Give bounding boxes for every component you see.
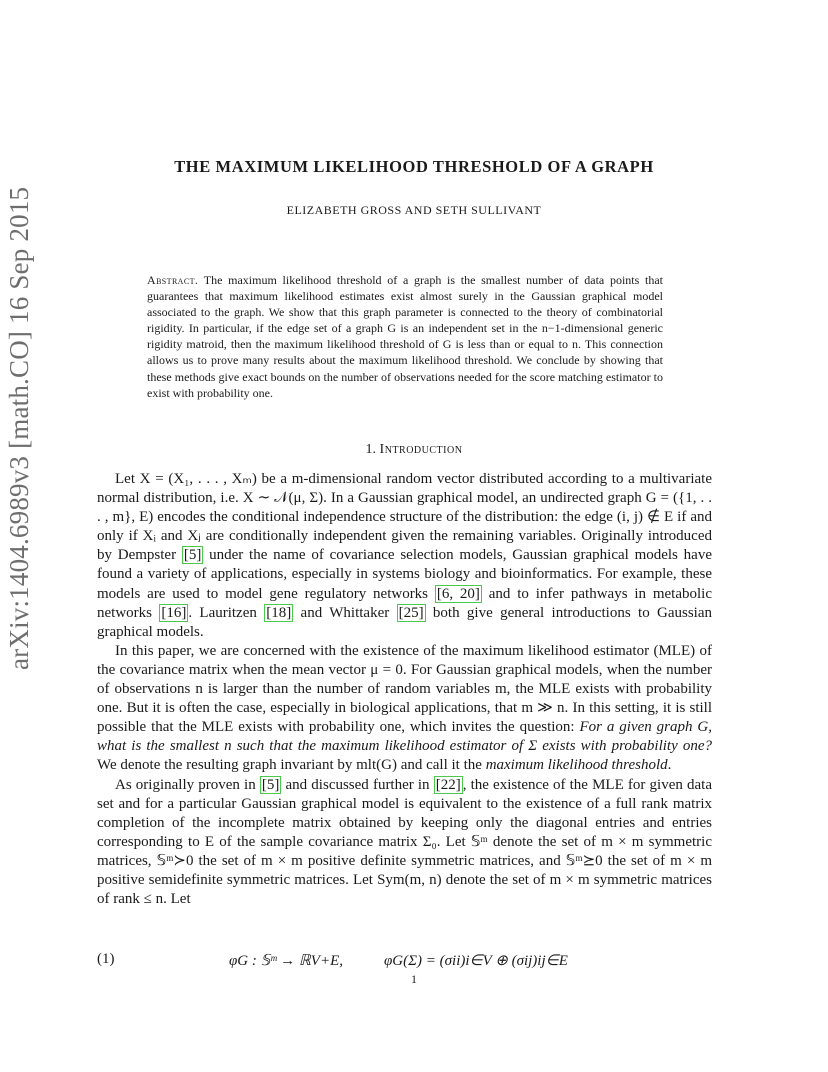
text-run: , the existence of the MLE for given data set and for a particular Gaussian graphical model is equivalent to the existence of a full rank matrix completion of the incomplete matrix obtained by keeping only the diagonal entries and entries corresponding to E of the sample covariance matrix Σ₀. Let 𝕊ᵐ denote the set of m × m symmetric matrices, 𝕊ᵐ≻0 the set of m × m positive definite symmetric matrices, and 𝕊ᵐ⪰0 the set of m × m positive semidefinite symmetric matrices. Let Sym(m, n) denote the set of m × m symmetric matrices of rank ≤ n. Let xyxy=(97,776,712,908)
paragraph-intro xyxy=(97,470,712,642)
text-run: Let X = (X₁, . . . , Xₘ) be a m-dimensional random vector distributed according to a multivariate normal distribution, i.e. X ∼ 𝒩(μ, Σ). In a Gaussian graphical model, an undirected graph G = ({1, . . . , m}, E) encodes the conditional independence structure of the distribution: the edge (i, j) ∉ E if and only if Xᵢ and Xⱼ are conditionally independent given the remaining variables. Originally introduced by Dempster xyxy=(97,471,712,564)
equation-map-definition: φG : 𝕊ᵐ → ℝV+E, xyxy=(229,953,343,969)
paper-authors: ELIZABETH GROSS AND SETH SULLIVANT xyxy=(286,203,542,217)
citation-link[interactable]: [6, 20] xyxy=(436,585,480,602)
citation-link[interactable]: [16] xyxy=(161,604,187,621)
text-run: . Lauritzen xyxy=(188,604,265,621)
equation-number: (1) xyxy=(97,951,115,967)
equation-1 xyxy=(97,951,712,973)
section-number: 1. xyxy=(365,442,377,457)
text-run: and Whittaker xyxy=(293,604,397,621)
paragraph-completion xyxy=(97,776,712,910)
body-text xyxy=(97,470,712,909)
text-run: and discussed further in xyxy=(281,776,434,793)
equation-map-formula: φG(Σ) = (σii)i∈V ⊕ (σij)ij∈E xyxy=(384,953,568,969)
text-run: and to infer pathways in metabolic networks xyxy=(97,585,712,621)
text-run: In this paper, we are concerned with the existence of the maximum likelihood estimator (MLE) of the covariance matrix when the mean vector μ = 0. For Gaussian graphical models, when the number of observations n is larger than the number of random variables m, the MLE exists with probability one. But it is often the case, especially in biological applications, that m ≫ n. In this setting, it is still possible that the MLE exists with probability one, which invites the question: xyxy=(97,642,712,736)
paragraph-mle xyxy=(97,642,712,776)
arxiv-identifier-stamp: arXiv:1404.6989v3 [math.CO] 16 Sep 2015 xyxy=(4,186,34,670)
section-title: Introduction xyxy=(379,442,463,457)
citation-link[interactable]: [5] xyxy=(261,776,280,793)
page-number: 1 xyxy=(411,972,417,986)
text-run: We denote the resulting graph invariant by mlt(G) and call it the xyxy=(97,757,486,774)
section-heading xyxy=(0,442,828,458)
citation-link[interactable]: [22] xyxy=(435,776,461,793)
text-run: both give general introductions to Gaussian graphical models. xyxy=(97,604,713,640)
text-run: under the name of covariance selection models, Gaussian graphical models have found a variety of applications, especially in systems biology and bioinformatics. For example, these models are used to model gene regulatory networks xyxy=(97,547,712,602)
question-text: For a given graph G, what is the smallest n such that the maximum likelihood estimator of Σ exists with probability one? xyxy=(97,719,712,755)
citation-link[interactable]: [5] xyxy=(183,547,202,564)
paper-title: THE MAXIMUM LIKELIHOOD THRESHOLD OF A GRAPH xyxy=(174,157,654,176)
abstract xyxy=(147,272,663,401)
abstract-text: The maximum likelihood threshold of a graph is the smallest number of data points that guarantees that maximum likelihood estimates exist almost surely in the Gaussian graphical model associated to the graph. We show that this graph parameter is connected to the theory of combinatorial rigidity. In particular, if the edge set of a graph G is an independent set in the n−1-dimensional generic rigidity matroid, then the maximum likelihood threshold of G is less than or equal to n. This connection allows us to prove many results about the maximum likelihood threshold. We conclude by showing that these methods give exact bounds on the number of observations needed for the score matching estimator to exist with probability one. xyxy=(147,273,663,400)
abstract-label: Abstract. xyxy=(147,273,199,287)
citation-link[interactable]: [18] xyxy=(266,604,292,621)
defined-term: maximum likelihood threshold xyxy=(485,757,668,774)
citation-link[interactable]: [25] xyxy=(398,604,424,621)
text-run: As originally proven in xyxy=(115,776,260,793)
text-run: . xyxy=(667,757,672,774)
